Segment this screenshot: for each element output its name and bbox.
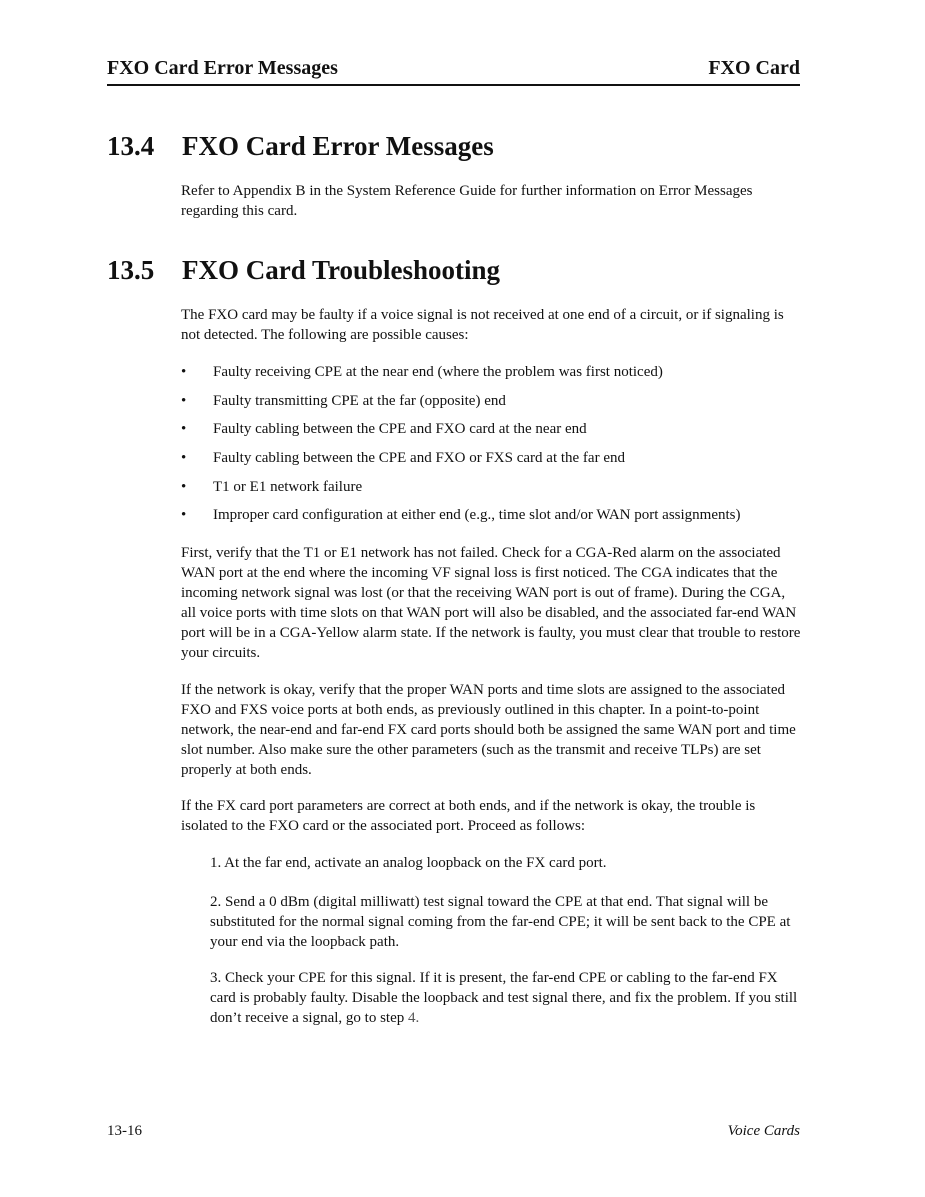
list-item: • T1 or E1 network failure bbox=[181, 478, 363, 495]
paragraph-port-assignment: If the network is okay, verify that the proper WAN ports and time slots are assigned to the associated FXO and FXS voice ports at both ends, as previously outlined in this chapter. In a point-to-point network, the near-end and far-end FX card ports should both be assigned the same WAN port and time slot number. Also make sure the other parameters (such as the transmit and receive TLPs) are set properly at both ends. bbox=[181, 682, 796, 778]
page-footer bbox=[107, 1122, 800, 1140]
section-title: FXO Card Error Messages bbox=[182, 131, 494, 161]
intro-paragraph: The FXO card may be faulty if a voice signal is not received at one end of a circuit, or if signaling is not detected. The following are possible causes: bbox=[181, 307, 784, 343]
section-heading-13-5 bbox=[107, 254, 500, 286]
header-rule bbox=[107, 84, 800, 86]
bullet-glyph: • bbox=[181, 450, 187, 467]
list-item: • Faulty cabling between the CPE and FXO card at the near end bbox=[181, 421, 587, 438]
paragraph-network-check: First, verify that the T1 or E1 network has not failed. Check for a CGA-Red alarm on the associated WAN port at the end where the incoming VF signal loss is first noticed. The CGA indicates that the incoming network signal was lost (or that the receiving WAN port is out of frame). During the CGA, all voice ports with time slots on that WAN port will also be disabled, and the associated far-end WAN port will be in a CGA-Yellow alarm state. If the network is faulty, you must clear that trouble to restore your circuits. bbox=[181, 545, 801, 661]
bullet-glyph: • bbox=[181, 507, 187, 524]
running-header bbox=[107, 56, 800, 80]
list-item: • Faulty transmitting CPE at the far (opposite) end bbox=[181, 392, 506, 409]
section-number: 13.5 bbox=[107, 255, 155, 285]
bullet-glyph: • bbox=[181, 478, 187, 495]
list-item: • Improper card configuration at either end (e.g., time slot and/or WAN port assignments) bbox=[181, 507, 741, 524]
list-item: • Faulty receiving CPE at the near end (where the problem was first noticed) bbox=[181, 364, 663, 380]
section-13-4-body bbox=[181, 181, 801, 221]
step-2: 2. Send a 0 dBm (digital milliwatt) test signal toward the CPE at that end. That signal will be substituted for the normal signal coming from the far-end CPE; it will be sent back to the CPE at your end via the loopback path. bbox=[210, 894, 791, 950]
section-title: FXO Card Troubleshooting bbox=[182, 255, 501, 285]
step-3: 3. Check your CPE for this signal. If it is present, the far-end CPE or cabling to the far-end FX card is probably faulty. Disable the loopback and test signal there, and fix the problem. If you still don’t receive a signal, go to step 4. bbox=[210, 970, 798, 1026]
paragraph-isolation: If the FX card port parameters are correct at both ends, and if the network is okay, the trouble is isolated to the FXO card or the associated port. Proceed as follows: bbox=[181, 798, 756, 834]
bullet-glyph: • bbox=[181, 392, 187, 409]
running-header-chapter-title: FXO Card Error Messages bbox=[107, 57, 338, 79]
list-item: • Faulty cabling between the CPE and FXO or FXS card at the far end bbox=[181, 450, 625, 467]
bullet-glyph: • bbox=[181, 364, 187, 380]
section-number: 13.4 bbox=[107, 131, 155, 161]
cause-list-container bbox=[181, 362, 801, 534]
page-number: 13-16 bbox=[107, 1123, 142, 1139]
section-heading-13-4 bbox=[107, 130, 494, 162]
paragraph: Refer to Appendix B in the System Reference Guide for further information on Error Messages regarding this card. bbox=[181, 183, 753, 219]
step-reference-link[interactable]: 4. bbox=[408, 1010, 420, 1026]
running-header-section: FXO Card bbox=[708, 57, 800, 79]
cause-list bbox=[181, 362, 801, 525]
section-13-5-intro bbox=[181, 305, 801, 345]
footer-chapter: Voice Cards bbox=[727, 1123, 800, 1139]
bullet-glyph: • bbox=[181, 421, 187, 438]
step-1: 1. At the far end, activate an analog loopback on the FX card port. bbox=[210, 855, 607, 871]
